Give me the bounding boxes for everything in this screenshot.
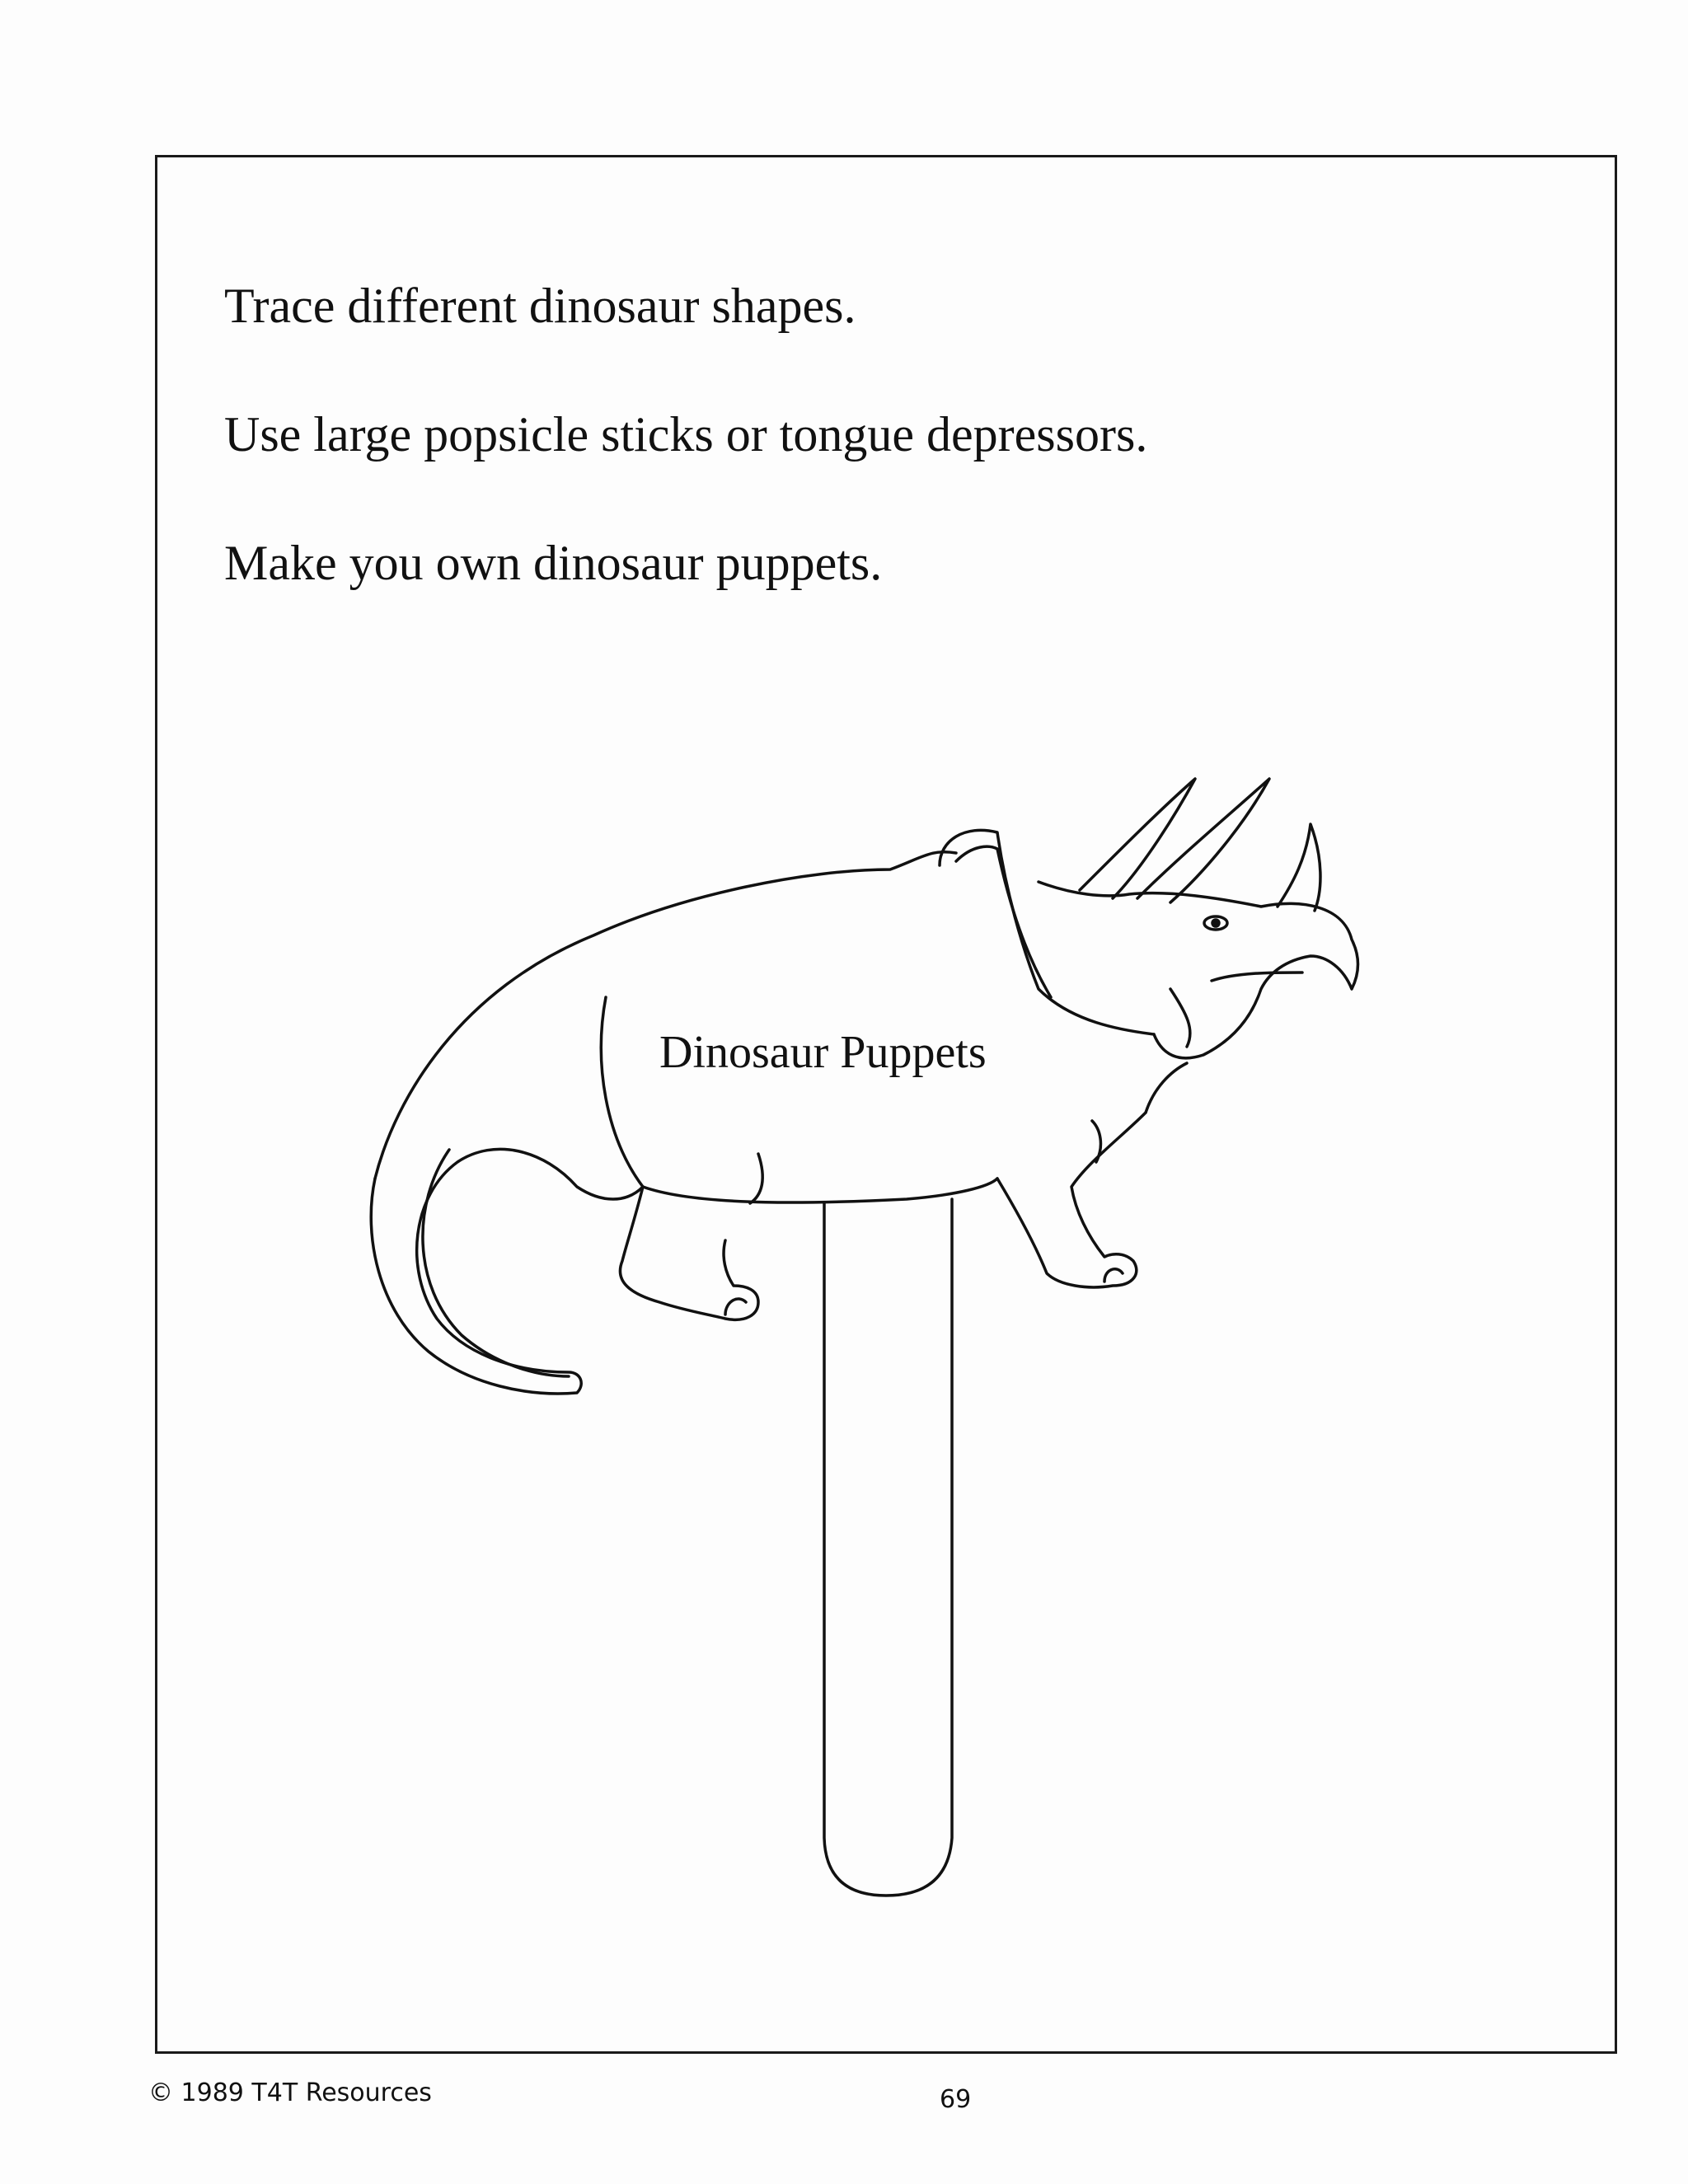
instructions-block [224,276,1543,662]
brow-horn-1 [1080,779,1195,898]
tail-inner-line [423,1150,569,1376]
instruction-line-3: Make you own dinosaur puppets. [224,536,883,590]
dinosaur-puppet-illustration [330,742,1401,1929]
dinosaur-chest-outline [1146,1063,1187,1113]
rear-leg-thigh [601,997,643,1187]
footer-copyright: © 1989 T4T Resources [148,2079,432,2107]
puppet-label: Dinosaur Puppets [659,1027,987,1078]
popsicle-stick-outline [824,1199,952,1896]
front-toe [1104,1269,1123,1282]
triceratops-icon [330,742,1401,1929]
dinosaur-tail-outline [371,1149,643,1394]
instruction-line-2: Use large popsicle sticks or tongue depressors. [224,407,1148,462]
front-leg-outline [997,1113,1146,1287]
frill-outline [940,830,1154,1034]
dinosaur-body-outline [375,852,956,1179]
jaw-line [1170,989,1190,1047]
dinosaur-belly-outline [643,1179,997,1202]
rear-toe [725,1299,746,1315]
mouth-line [1212,972,1302,981]
instruction-line-1: Trace different dinosaur shapes. [224,279,856,333]
page-number: 69 [940,2085,972,2114]
nose-horn [1278,824,1320,911]
dinosaur-head-outline [1039,882,1358,1058]
front-leg-crease [1092,1121,1100,1162]
rear-leg-crease [750,1154,762,1203]
